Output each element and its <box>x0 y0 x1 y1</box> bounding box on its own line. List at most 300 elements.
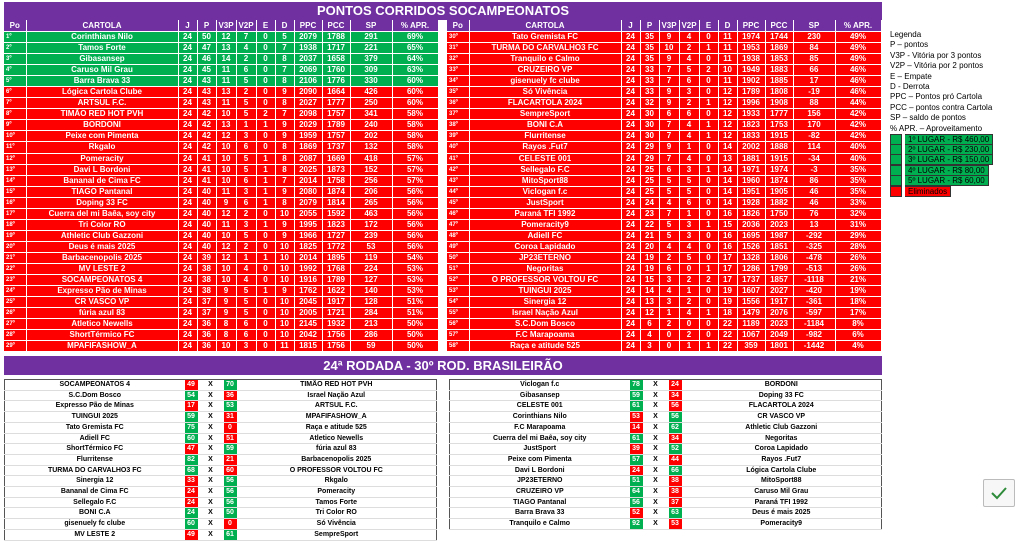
legend-prize-item <box>890 186 1020 196</box>
away-team: Athletic Club Gazzoni <box>682 422 882 433</box>
cell-ppc: 1959 <box>294 131 322 142</box>
cell-d: 13 <box>718 153 737 164</box>
cell-ppc: 1815 <box>294 341 322 352</box>
cell-p: 35 <box>640 54 659 65</box>
cell-pcc: 1869 <box>765 43 793 54</box>
cell-name: Deus é mais 2025 <box>26 241 178 252</box>
cell-ppc: 1607 <box>737 286 765 297</box>
cell-apr: 60% <box>392 76 438 87</box>
cell-e: 1 <box>699 263 718 274</box>
cell-sp: 330 <box>350 76 392 87</box>
cell-j: 24 <box>621 153 640 164</box>
cell-v2p: 2 <box>679 43 699 54</box>
cell-d: 9 <box>275 286 294 297</box>
cell-sp: 239 <box>350 230 392 241</box>
cell-e: 1 <box>699 219 718 230</box>
cell-v2p: 6 <box>236 319 256 330</box>
cell-v3p: 10 <box>659 43 679 54</box>
cell-pos: 4º <box>4 65 26 76</box>
cell-pcc: 2076 <box>765 308 793 319</box>
standings-row <box>4 208 438 219</box>
home-team: CRUZEIRO VP <box>450 487 630 498</box>
legend-prize-label: 3º LUGAR - R$ 150,00 <box>905 154 993 165</box>
cell-pcc: 1760 <box>322 65 350 76</box>
standings-row <box>447 341 881 352</box>
cell-apr: 42% <box>835 131 881 142</box>
away-score: 31 <box>224 412 237 423</box>
round-title: 24ª RODADA - 30º ROD. BRASILEIRÃO <box>4 356 882 375</box>
cell-d: 12 <box>718 87 737 98</box>
cell-p: 6 <box>640 319 659 330</box>
cell-v2p: 7 <box>236 32 256 43</box>
cell-d: 10 <box>275 330 294 341</box>
cell-ppc: 1762 <box>294 286 322 297</box>
cell-sp: 426 <box>350 87 392 98</box>
standings-row <box>4 153 438 164</box>
versus-label: X <box>198 454 224 465</box>
cell-pcc: 1789 <box>322 120 350 131</box>
cell-v3p: 9 <box>216 297 236 308</box>
cell-ppc: 2002 <box>737 142 765 153</box>
home-team: Gibasansep <box>450 390 630 401</box>
cell-ppc: 1556 <box>737 297 765 308</box>
cell-v3p: 7 <box>659 76 679 87</box>
cell-name: CR VASCO VP <box>26 297 178 308</box>
cell-v2p: 5 <box>679 65 699 76</box>
cell-d: 10 <box>275 297 294 308</box>
cell-pos: 51º <box>447 263 469 274</box>
column-header: Po <box>4 20 26 32</box>
away-team: Doping 33 FC <box>682 390 882 401</box>
home-team: SOCAMPEONATOS 4 <box>5 380 185 391</box>
cell-e: 0 <box>699 109 718 120</box>
cell-name: Sellegalo F.C <box>469 164 621 175</box>
cell-p: 40 <box>197 208 216 219</box>
standings-row <box>4 263 438 274</box>
cell-v3p: 9 <box>659 32 679 43</box>
home-score: 24 <box>630 465 643 476</box>
standings-table-right <box>447 20 882 352</box>
cell-p: 30 <box>640 131 659 142</box>
cell-v3p: 3 <box>659 297 679 308</box>
cell-d: 10 <box>275 275 294 286</box>
standings-row <box>4 131 438 142</box>
cell-v3p: 4 <box>659 197 679 208</box>
match-row <box>5 422 437 433</box>
cell-j: 24 <box>178 241 197 252</box>
cell-name: Viclogan f.c <box>469 186 621 197</box>
standings-row <box>4 76 438 87</box>
standings-row <box>4 319 438 330</box>
legend-swatch <box>890 144 902 155</box>
cell-pos: 33º <box>447 65 469 76</box>
cell-ppc: 1825 <box>294 241 322 252</box>
cell-e: 1 <box>699 131 718 142</box>
cell-pos: 8º <box>4 109 26 120</box>
cell-pos: 46º <box>447 208 469 219</box>
cell-name: Rkgalo <box>26 142 178 153</box>
cell-e: 0 <box>256 230 275 241</box>
standings-row <box>447 120 881 131</box>
cell-name: Corinthians Nilo <box>26 32 178 43</box>
cell-v2p: 2 <box>679 275 699 286</box>
away-team: MPAFIFASHOW_A <box>237 412 437 423</box>
cell-v2p: 3 <box>679 219 699 230</box>
cell-v2p: 6 <box>679 76 699 87</box>
match-row <box>450 380 882 391</box>
cell-pos: 37º <box>447 109 469 120</box>
legend-swatch <box>890 134 902 145</box>
cell-pos: 26º <box>4 308 26 319</box>
cell-p: 30 <box>640 120 659 131</box>
cell-e: 0 <box>256 87 275 98</box>
cell-v3p: 10 <box>216 109 236 120</box>
legend-line: V2P – Vitória por 2 pontos <box>890 61 984 71</box>
home-score: 56 <box>630 497 643 508</box>
cell-p: 37 <box>197 297 216 308</box>
cell-p: 33 <box>640 65 659 76</box>
versus-label: X <box>198 487 224 498</box>
cell-v3p: 10 <box>216 275 236 286</box>
away-score: 59 <box>224 444 237 455</box>
standings-row <box>447 43 881 54</box>
cell-pcc: 1806 <box>765 252 793 263</box>
cell-d: 10 <box>275 208 294 219</box>
cell-pos: 15º <box>4 186 26 197</box>
cell-pcc: 1882 <box>765 197 793 208</box>
cell-v3p: 10 <box>216 263 236 274</box>
cell-pos: 10º <box>4 131 26 142</box>
cell-pos: 35º <box>447 87 469 98</box>
cell-name: BONI C.A <box>469 120 621 131</box>
away-score: 24 <box>669 380 682 391</box>
standings-row <box>4 65 438 76</box>
cell-p: 41 <box>197 153 216 164</box>
cell-pcc: 1857 <box>765 275 793 286</box>
cell-pos: 20º <box>4 241 26 252</box>
cell-d: 22 <box>718 341 737 352</box>
cell-e: 0 <box>256 241 275 252</box>
cell-name: Rayos .Fut7 <box>469 142 621 153</box>
cell-d: 10 <box>275 319 294 330</box>
column-header: P <box>640 20 659 32</box>
standings-row <box>4 197 438 208</box>
standings-row <box>447 230 881 241</box>
cell-v3p: 10 <box>216 142 236 153</box>
standings-table-left <box>4 20 439 352</box>
cell-apr: 54% <box>392 252 438 263</box>
cell-p: 19 <box>640 263 659 274</box>
cell-sp: 206 <box>350 186 392 197</box>
standings-row <box>447 241 881 252</box>
versus-label: X <box>643 454 669 465</box>
cell-name: S.C.Dom Bosco <box>469 319 621 330</box>
cell-ppc: 1826 <box>737 208 765 219</box>
cell-e: 1 <box>699 120 718 131</box>
home-score: 52 <box>630 508 643 519</box>
cell-e: 1 <box>699 43 718 54</box>
matches-table-left <box>4 379 437 541</box>
cell-v2p: 2 <box>679 330 699 341</box>
standings-row <box>4 330 438 341</box>
home-team: Adiell FC <box>5 433 185 444</box>
legend-line: % APR. – Aproveitamento <box>890 123 983 133</box>
cell-p: 13 <box>640 297 659 308</box>
cell-j: 24 <box>178 275 197 286</box>
cell-p: 3 <box>640 341 659 352</box>
cell-j: 24 <box>621 54 640 65</box>
cell-e: 0 <box>256 98 275 109</box>
cell-ppc: 2029 <box>294 120 322 131</box>
cell-name: JP23ETERNO <box>469 252 621 263</box>
away-team: Israel Nação Azul <box>237 390 437 401</box>
cell-e: 0 <box>256 330 275 341</box>
cell-v3p: 11 <box>216 219 236 230</box>
cell-j: 24 <box>178 230 197 241</box>
cell-ppc: 2090 <box>294 87 322 98</box>
cell-pcc: 1895 <box>322 252 350 263</box>
cell-pcc: 2049 <box>765 330 793 341</box>
cell-sp: -82 <box>793 131 835 142</box>
match-row <box>5 433 437 444</box>
cell-v3p: 5 <box>659 219 679 230</box>
versus-label: X <box>198 508 224 519</box>
away-score: 50 <box>224 508 237 519</box>
standings-row <box>447 208 881 219</box>
cell-e: 1 <box>699 164 718 175</box>
standings-row <box>447 54 881 65</box>
cell-apr: 60% <box>392 87 438 98</box>
cell-j: 24 <box>178 109 197 120</box>
standings-row <box>447 286 881 297</box>
cell-d: 11 <box>718 76 737 87</box>
cell-v3p: 12 <box>216 252 236 263</box>
cell-v3p: 13 <box>216 120 236 131</box>
cell-j: 24 <box>621 98 640 109</box>
cell-v2p: 3 <box>236 186 256 197</box>
cell-apr: 4% <box>835 341 881 352</box>
cell-ppc: 1938 <box>294 43 322 54</box>
cell-j: 24 <box>178 308 197 319</box>
column-header: Po <box>447 20 469 32</box>
cell-pcc: 1757 <box>322 131 350 142</box>
away-score: 37 <box>669 497 682 508</box>
versus-label: X <box>198 476 224 487</box>
cell-e: 0 <box>256 131 275 142</box>
cell-pos: 32º <box>447 54 469 65</box>
cell-v2p: 4 <box>679 308 699 319</box>
cell-j: 24 <box>621 197 640 208</box>
away-score: 0 <box>224 519 237 530</box>
cell-v3p: 0 <box>659 341 679 352</box>
away-team: Lógica Cartola Clube <box>682 465 882 476</box>
cell-pos: 49º <box>447 241 469 252</box>
cell-v3p: 2 <box>659 252 679 263</box>
home-score: 49 <box>185 529 198 540</box>
cell-p: 29 <box>640 142 659 153</box>
cell-sp: -34 <box>793 153 835 164</box>
cell-name: Adiell FC <box>469 230 621 241</box>
cell-pcc: 1814 <box>322 197 350 208</box>
cell-pos: 38º <box>447 120 469 131</box>
cell-v2p: 5 <box>236 230 256 241</box>
cell-v3p: 4 <box>659 241 679 252</box>
cell-name: TIAGO Pantanal <box>26 186 178 197</box>
legend-swatch <box>890 154 902 165</box>
cell-e: 1 <box>256 175 275 186</box>
home-score: 24 <box>185 497 198 508</box>
home-score: 24 <box>185 487 198 498</box>
cell-j: 24 <box>178 219 197 230</box>
cell-p: 25 <box>640 175 659 186</box>
cell-p: 45 <box>197 65 216 76</box>
cell-j: 24 <box>621 275 640 286</box>
home-score: 57 <box>630 454 643 465</box>
cell-sp: -1118 <box>793 275 835 286</box>
cell-v2p: 3 <box>679 87 699 98</box>
cell-v2p: 4 <box>679 241 699 252</box>
match-row <box>450 476 882 487</box>
cell-ppc: 2025 <box>294 164 322 175</box>
away-score: 34 <box>669 433 682 444</box>
cell-d: 11 <box>275 341 294 352</box>
match-row <box>450 390 882 401</box>
cell-pos: 1º <box>4 32 26 43</box>
cell-v2p: 5 <box>236 98 256 109</box>
cell-name: Tranquilo e Calmo <box>469 54 621 65</box>
cell-pos: 57º <box>447 330 469 341</box>
cell-name: CRUZEIRO VP <box>469 65 621 76</box>
cell-name: Pomeracity <box>26 153 178 164</box>
cell-v3p: 11 <box>216 65 236 76</box>
standings-row <box>4 109 438 120</box>
cell-j: 24 <box>621 109 640 120</box>
cell-v2p: 4 <box>679 131 699 142</box>
cell-e: 0 <box>699 175 718 186</box>
home-score: 33 <box>185 476 198 487</box>
cell-v2p: 3 <box>679 164 699 175</box>
cell-v3p: 9 <box>659 142 679 153</box>
standings-row <box>4 164 438 175</box>
cell-sp: -3 <box>793 164 835 175</box>
cell-ppc: 1971 <box>737 164 765 175</box>
versus-label: X <box>643 433 669 444</box>
cell-d: 7 <box>275 65 294 76</box>
cell-pos: 24º <box>4 286 26 297</box>
cell-apr: 53% <box>392 286 438 297</box>
cell-j: 24 <box>178 330 197 341</box>
match-row <box>450 433 882 444</box>
cell-e: 0 <box>699 286 718 297</box>
cell-pos: 12º <box>4 153 26 164</box>
match-row <box>450 444 882 455</box>
cell-ppc: 1916 <box>294 275 322 286</box>
cell-sp: 53 <box>350 241 392 252</box>
cell-name: JustSport <box>469 197 621 208</box>
cell-j: 24 <box>178 286 197 297</box>
cell-pos: 42º <box>447 164 469 175</box>
cell-v3p: 14 <box>216 54 236 65</box>
cell-v2p: 4 <box>679 32 699 43</box>
cell-sp: 463 <box>350 208 392 219</box>
away-team: TIMÃO RED HOT PVH <box>237 380 437 391</box>
match-row <box>450 465 882 476</box>
cell-v3p: 9 <box>216 286 236 297</box>
cell-pos: 18º <box>4 219 26 230</box>
standings-row <box>447 32 881 43</box>
cell-v3p: 6 <box>659 263 679 274</box>
cell-pos: 41º <box>447 153 469 164</box>
cell-name: Paraná TFI 1992 <box>469 208 621 219</box>
cell-j: 24 <box>621 330 640 341</box>
cell-pcc: 2023 <box>765 219 793 230</box>
cell-d: 7 <box>275 43 294 54</box>
cell-j: 24 <box>621 308 640 319</box>
cell-apr: 28% <box>835 241 881 252</box>
legend <box>890 30 1020 196</box>
cell-v3p: 9 <box>216 197 236 208</box>
cell-pcc: 1874 <box>765 175 793 186</box>
cell-ppc: 1933 <box>737 109 765 120</box>
cell-pcc: 1917 <box>322 297 350 308</box>
cell-d: 5 <box>275 32 294 43</box>
standings-row <box>447 263 881 274</box>
cell-v2p: 4 <box>679 54 699 65</box>
column-header: SP <box>350 20 392 32</box>
cell-p: 41 <box>197 164 216 175</box>
cell-pos: 16º <box>4 197 26 208</box>
cell-v2p: 3 <box>236 131 256 142</box>
cell-name: Israel Nação Azul <box>469 308 621 319</box>
cell-ppc: 2079 <box>294 32 322 43</box>
cell-d: 8 <box>275 142 294 153</box>
cell-p: 14 <box>640 286 659 297</box>
away-team: Atletico Newells <box>237 433 437 444</box>
standings-row <box>447 87 881 98</box>
cell-v2p: 4 <box>679 153 699 164</box>
match-row <box>450 422 882 433</box>
home-score: 68 <box>185 465 198 476</box>
standings-header-row <box>4 20 438 32</box>
versus-label: X <box>643 465 669 476</box>
home-team: Barra Brava 33 <box>450 508 630 519</box>
cell-pos: 55º <box>447 308 469 319</box>
home-team: F.C Marapoama <box>450 422 630 433</box>
cell-apr: 46% <box>835 76 881 87</box>
cell-pcc: 1756 <box>322 330 350 341</box>
cell-apr: 19% <box>835 286 881 297</box>
cell-d: 8 <box>275 76 294 87</box>
home-score: 51 <box>630 476 643 487</box>
cell-j: 24 <box>178 164 197 175</box>
cell-e: 0 <box>699 186 718 197</box>
home-score: 17 <box>185 401 198 412</box>
cell-ppc: 1833 <box>737 131 765 142</box>
cell-pcc: 1974 <box>765 164 793 175</box>
cell-v3p: 12 <box>216 241 236 252</box>
column-header: PPC <box>737 20 765 32</box>
cell-ppc: 1951 <box>737 186 765 197</box>
cell-d: 16 <box>718 241 737 252</box>
check-button[interactable] <box>983 479 1015 507</box>
cell-pcc: 1932 <box>322 319 350 330</box>
cell-pos: 25º <box>4 297 26 308</box>
legend-prize-label: 4º LUGAR - R$ 80,00 <box>905 165 989 176</box>
cell-p: 32 <box>640 98 659 109</box>
cell-ppc: 1992 <box>294 263 322 274</box>
cell-e: 0 <box>699 241 718 252</box>
cell-sp: -325 <box>793 241 835 252</box>
